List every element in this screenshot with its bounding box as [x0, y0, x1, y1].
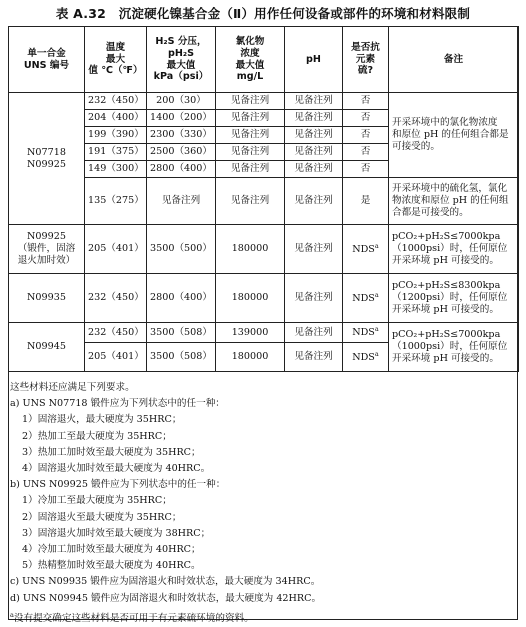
header-sulfur: 是否抗 元素 硫? [343, 27, 389, 93]
limits-table [8, 26, 519, 372]
h2s-cell: 200（30） [147, 93, 216, 110]
chloride-cell: 180000 [216, 343, 285, 372]
ph-cell: 见备注列 [285, 161, 343, 178]
h2s-cell: 3500（508） [147, 323, 216, 343]
chloride-cell: 见备注列 [216, 127, 285, 144]
note-b-item: 3）固溶退火加时效至最大硬度为 38HRC； [22, 527, 211, 539]
alloy-cell: N09925 （锻件，固溶 退火加时效） [9, 225, 85, 274]
header-alloy: 单一合金 UNS 编号 [9, 27, 85, 93]
temp-cell: 204（400） [85, 110, 147, 127]
temp-cell: 205（401） [85, 225, 147, 274]
temp-cell: 135（275） [85, 178, 147, 225]
sulfur-cell: NDS$^a$ [343, 225, 389, 274]
chloride-cell: 180000 [216, 225, 285, 274]
ph-cell: 见备注列 [285, 178, 343, 225]
table-row [9, 323, 519, 343]
header-remarks: 备注 [389, 27, 519, 93]
temp-cell: 205（401） [85, 343, 147, 372]
alloy-cell: N09945 [9, 323, 85, 372]
h2s-cell: 3500（508） [147, 343, 216, 372]
chloride-cell: 见备注列 [216, 93, 285, 110]
temp-cell: 199（390） [85, 127, 147, 144]
ph-cell: 见备注列 [285, 225, 343, 274]
note-d: d) UNS N09945 锻件应为固溶退火和时效状态，最大硬度为 42HRC。 [10, 592, 322, 604]
header-temperature: 温度 最大 值 ℃（℉） [85, 27, 147, 93]
temp-cell: 232（450） [85, 323, 147, 343]
sulfur-cell: 否 [343, 127, 389, 144]
ph-cell: 见备注列 [285, 93, 343, 110]
sulfur-cell: 是 [343, 178, 389, 225]
sulfur-cell: NDS$^a$ [343, 274, 389, 323]
ph-cell: 见备注列 [285, 343, 343, 372]
chloride-cell: 139000 [216, 323, 285, 343]
note-b-item: 1）冷加工至最大硬度为 35HRC； [22, 495, 172, 507]
ph-cell: 见备注列 [285, 274, 343, 323]
chloride-cell: 180000 [216, 274, 285, 323]
chloride-cell: 见备注列 [216, 178, 285, 225]
ph-cell: 见备注列 [285, 323, 343, 343]
header-row [9, 27, 519, 93]
note-a-item: 4）固溶退火加时效至最大硬度为 40HRC。 [22, 463, 211, 475]
table-title: 表 A.32 沉淀硬化镍基合金（Ⅱ）用作任何设备或部件的环境和材料限制 [55, 6, 471, 21]
remarks-cell: pCO₂+pH₂S≤7000kpa （1000psi）时，任何原位 开采环境 pH 可接受的。 [389, 225, 519, 274]
temp-cell: 191（375） [85, 144, 147, 161]
ph-cell: 见备注列 [285, 110, 343, 127]
remarks-cell: 开采环境中的氯化物浓度 和原位 pH 的任何组合都是 可接受的。 [389, 93, 519, 178]
alloy-cell: N09935 [9, 274, 85, 323]
notes-intro: 这些材料还应满足下列要求。 [10, 382, 135, 393]
note-b-heading: b) UNS N09925 锻件应为下列状态中的任一种： [10, 479, 226, 491]
h2s-cell: 2500（360） [147, 144, 216, 161]
header-ph: pH [285, 27, 343, 93]
h2s-cell: 2800（400） [147, 161, 216, 178]
ph-cell: 见备注列 [285, 127, 343, 144]
table-row [9, 178, 519, 225]
note-b-item: 5）热精整加时效至最大硬度为 40HRC。 [22, 560, 201, 572]
header-h2s: H₂S 分压， pH₂S 最大值 kPa（psi） [147, 27, 216, 93]
chloride-cell: 见备注列 [216, 161, 285, 178]
table-notes [10, 380, 516, 627]
chloride-cell: 见备注列 [216, 144, 285, 161]
remarks-cell: 开采环境中的硫化氢，氯化 物浓度和原位 pH 的任何组 合都是可接受的。 [389, 178, 519, 225]
remarks-cell: pCO₂+pH₂S≤8300kpa （1200psi）时，任何原位 开采环境 pH 可接受的。 [389, 274, 519, 323]
note-c: c) UNS N09935 锻件应为固溶退火和时效状态，最大硬度为 34HRC。 [10, 576, 321, 588]
note-a-item: 3）热加工加时效至最大硬度为 35HRC； [22, 446, 201, 458]
h2s-cell: 见备注列 [147, 178, 216, 225]
note-a-heading: a) UNS N07718 锻件应为下列状态中的任一种： [10, 398, 225, 410]
temp-cell: 232（450） [85, 93, 147, 110]
remarks-cell: pCO₂+pH₂S≤7000kpa （1000psi）时，任何原位 开采环境 pH 可接受的。 [389, 323, 519, 372]
h2s-cell: 1400（200） [147, 110, 216, 127]
sulfur-cell: NDS$^a$ [343, 343, 389, 372]
note-a-item: 2）热加工至最大硬度为 35HRC； [22, 430, 172, 442]
table-row [9, 93, 519, 110]
h2s-cell: 2800（400） [147, 274, 216, 323]
table-row [9, 274, 519, 323]
sulfur-cell: 否 [343, 110, 389, 127]
sulfur-cell: 否 [343, 93, 389, 110]
h2s-cell: 3500（500） [147, 225, 216, 274]
table-row [9, 225, 519, 274]
note-b-item: 4）冷加工加时效至最大硬度为 40HRC； [22, 544, 201, 556]
sulfur-cell: 否 [343, 161, 389, 178]
temp-cell: 149（300） [85, 161, 147, 178]
ph-cell: 见备注列 [285, 144, 343, 161]
sulfur-cell: NDS$^a$ [343, 323, 389, 343]
note-b-item: 2）固溶退火至最大硬度为 35HRC； [22, 511, 182, 523]
footnote: $^a$没有提交确定这些材料是否可用于有元素硫环境的资料。 [10, 610, 254, 625]
chloride-cell: 见备注列 [216, 110, 285, 127]
header-chloride: 氯化物 浓度 最大值 mg/L [216, 27, 285, 93]
temp-cell: 232（450） [85, 274, 147, 323]
note-a-item: 1）固溶退火，最大硬度为 35HRC； [22, 414, 182, 426]
sulfur-cell: 否 [343, 144, 389, 161]
alloy-cell: N07718 N09925 [9, 93, 85, 225]
h2s-cell: 2300（330） [147, 127, 216, 144]
